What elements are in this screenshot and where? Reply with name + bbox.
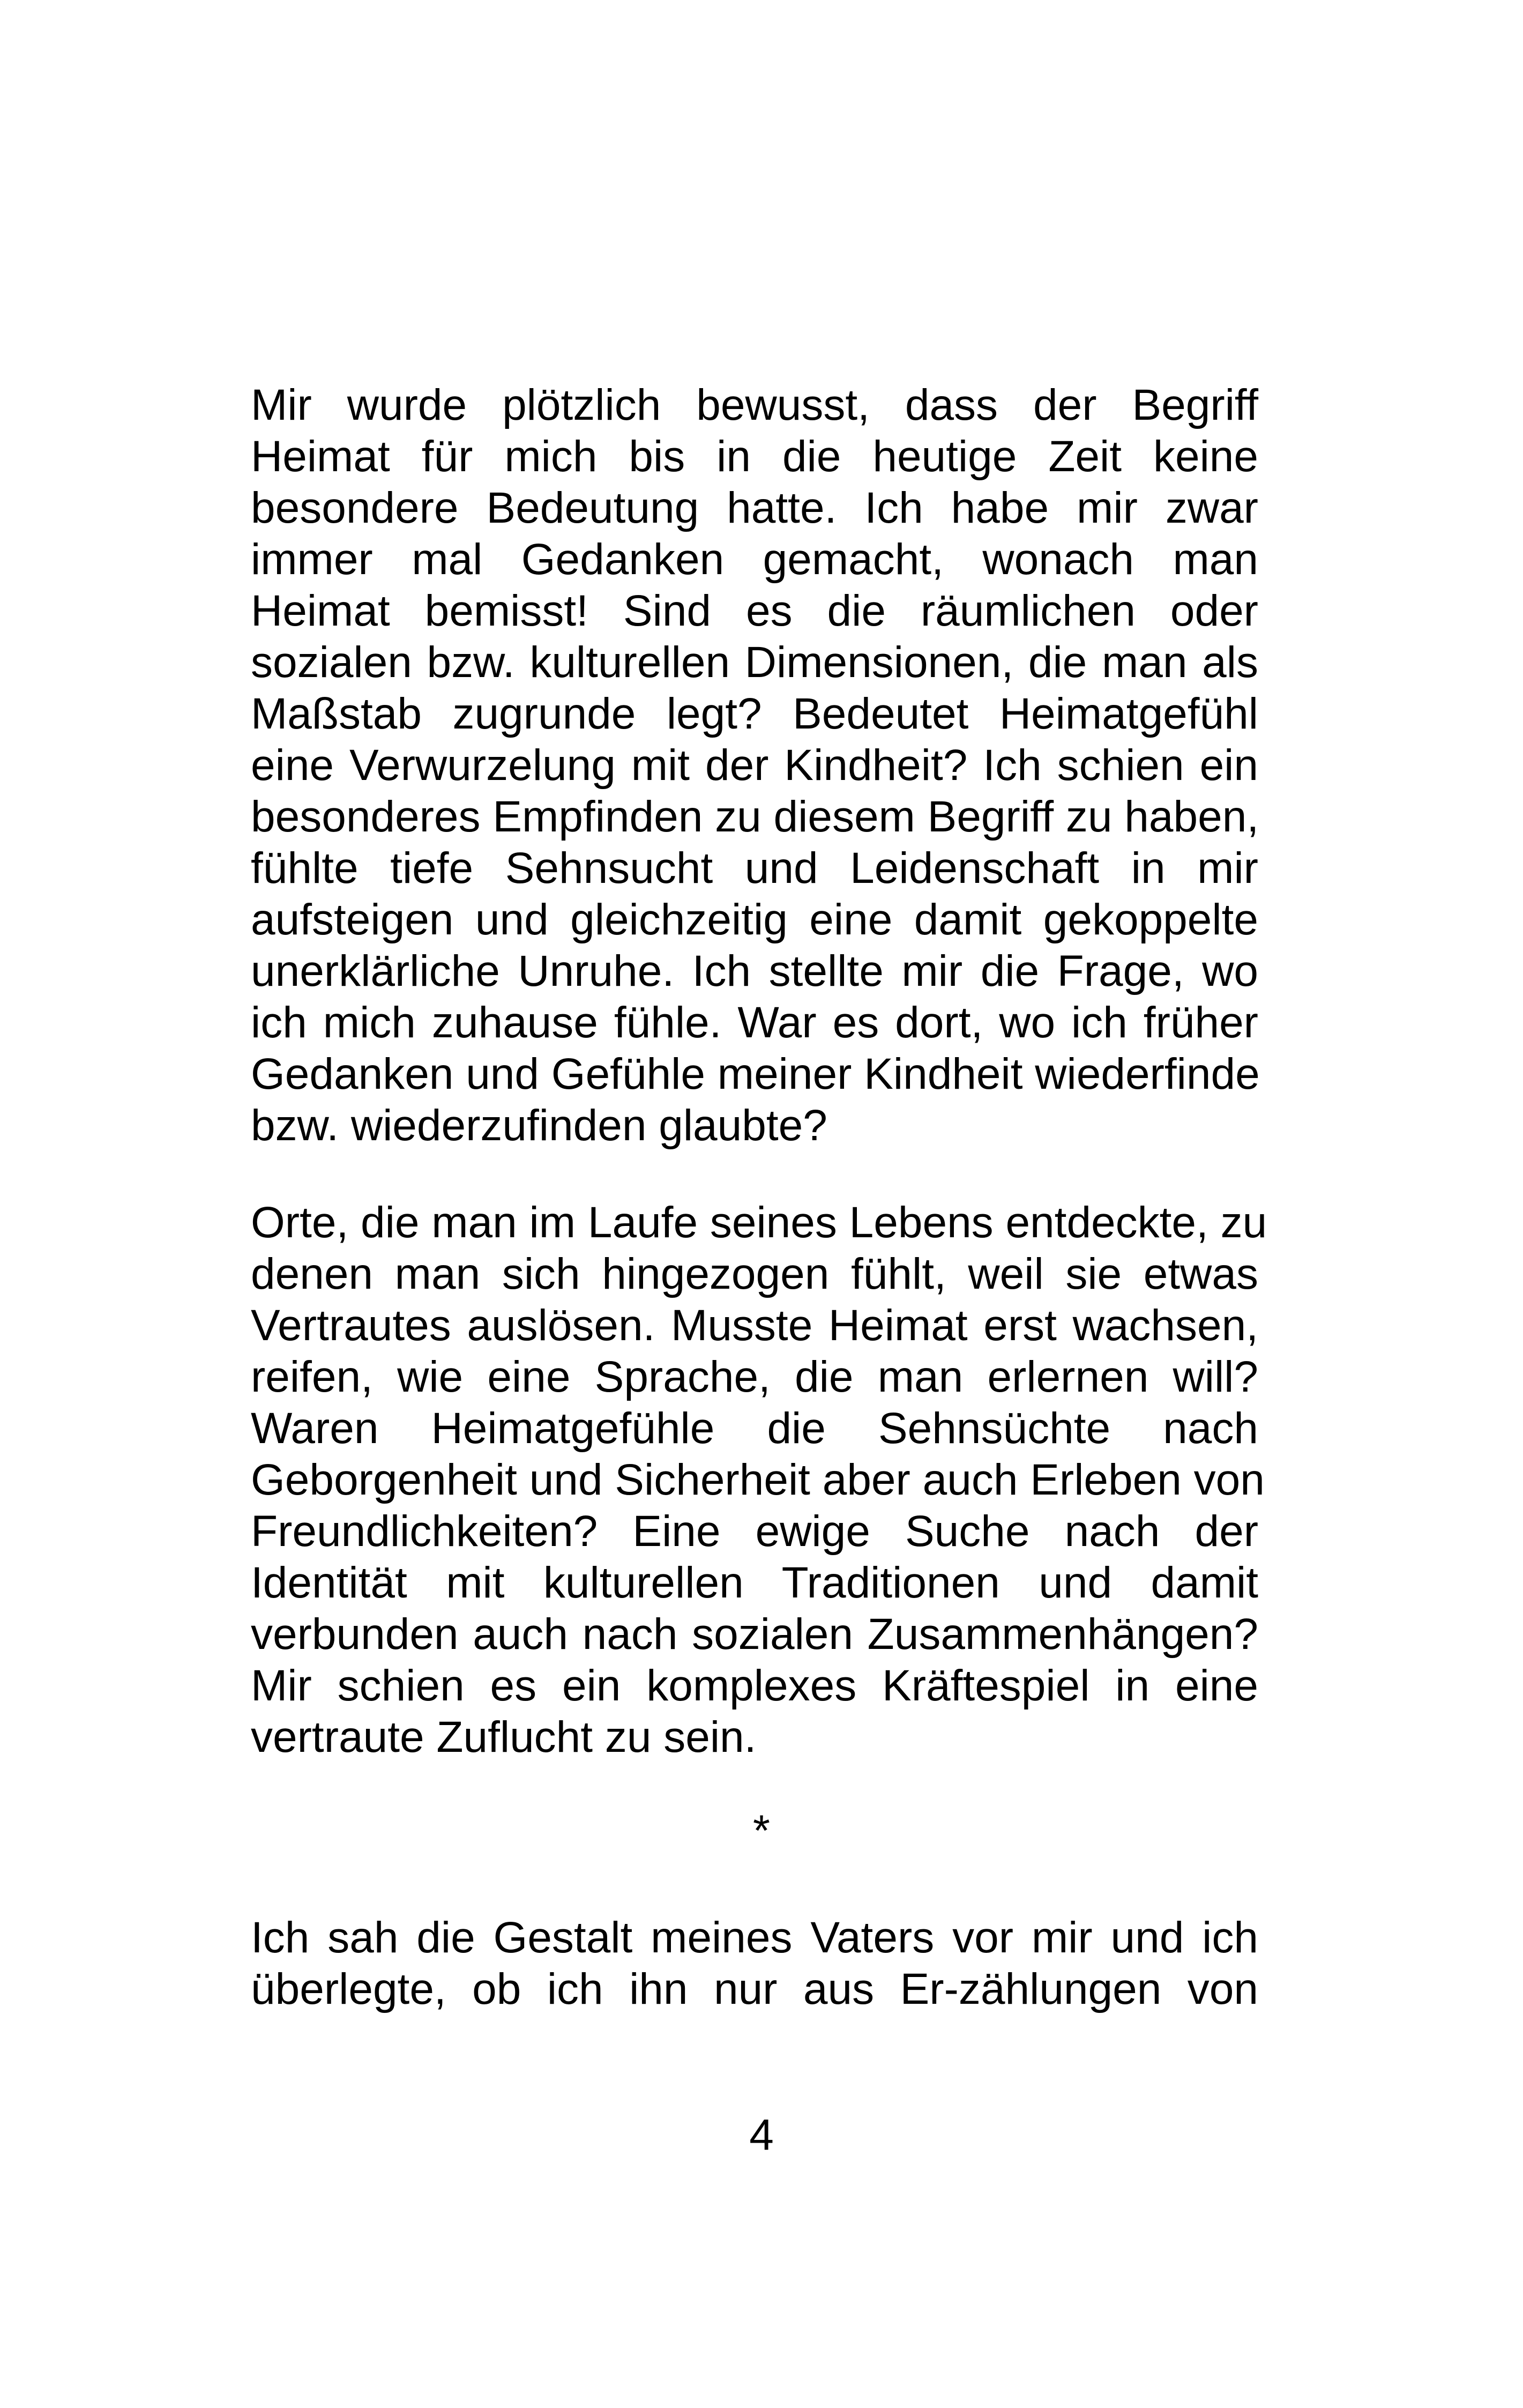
section-separator: *	[753, 1807, 770, 1855]
text-line: fühlte tiefe Sehnsucht und Leidenschaft in mir	[251, 844, 1258, 893]
text-line: Vertrautes auslösen. Musste Heimat erst wachsen,	[251, 1301, 1258, 1350]
text-line: denen man sich hingezogen fühlt, weil sie etwas	[251, 1250, 1258, 1298]
text-line: Heimat bemisst! Sind es die räumlichen oder	[251, 586, 1258, 635]
text-line: ich mich zuhause fühle. War es dort, wo ich früher	[251, 998, 1258, 1047]
text-line: Waren Heimatgefühle die Sehnsüchte nach	[251, 1404, 1258, 1453]
text-line: reifen, wie eine Sprache, die man erlernen will?	[251, 1352, 1258, 1401]
text-line: überlegte, ob ich ihn nur aus Er-zählungen von	[251, 1965, 1258, 2013]
text-line: eine Verwurzelung mit der Kindheit? Ich schien ein	[251, 741, 1258, 790]
text-line: Identität mit kulturellen Traditionen und damit	[251, 1558, 1258, 1607]
text-line: besondere Bedeutung hatte. Ich habe mir zwar	[251, 484, 1258, 532]
text-line: Freundlichkeiten? Eine ewige Suche nach der	[251, 1507, 1258, 1556]
text-line: Ich sah die Gestalt meines Vaters vor mir und ich	[251, 1913, 1258, 1962]
paragraph-3	[251, 1912, 1258, 2015]
text-line: Mir wurde plötzlich bewusst, dass der Begriff	[251, 381, 1258, 429]
paragraph-1	[251, 380, 1258, 1151]
text-line: vertraute Zuflucht zu sein.	[251, 1713, 757, 1762]
text-line: bzw. wiederzufinden glaubte?	[251, 1101, 827, 1150]
text-line: Maßstab zugrunde legt? Bedeutet Heimatgefühl	[251, 689, 1258, 738]
text-line: besonderes Empfinden zu diesem Begriff zu haben,	[251, 792, 1259, 841]
text-line: Orte, die man im Laufe seines Lebens entdeckte, zu	[251, 1198, 1267, 1247]
text-line: Geborgenheit und Sicherheit aber auch Erleben von	[251, 1455, 1265, 1504]
text-line: Heimat für mich bis in die heutige Zeit keine	[251, 432, 1258, 481]
text-line: unerklärliche Unruhe. Ich stellte mir die Frage, wo	[251, 947, 1258, 995]
paragraph-2	[251, 1197, 1267, 1763]
text-line: Mir schien es ein komplexes Kräftespiel in eine	[251, 1661, 1258, 1710]
text-line: aufsteigen und gleichzeitig eine damit gekoppelte	[251, 895, 1258, 944]
text-line: Gedanken und Gefühle meiner Kindheit wiederfinde	[251, 1050, 1260, 1098]
page-number: 4	[749, 2110, 774, 2159]
text-line: immer mal Gedanken gemacht, wonach man	[251, 535, 1258, 584]
text-line: verbunden auch nach sozialen Zusammenhängen?	[251, 1610, 1258, 1659]
text-line: sozialen bzw. kulturellen Dimensionen, die man als	[251, 638, 1258, 687]
